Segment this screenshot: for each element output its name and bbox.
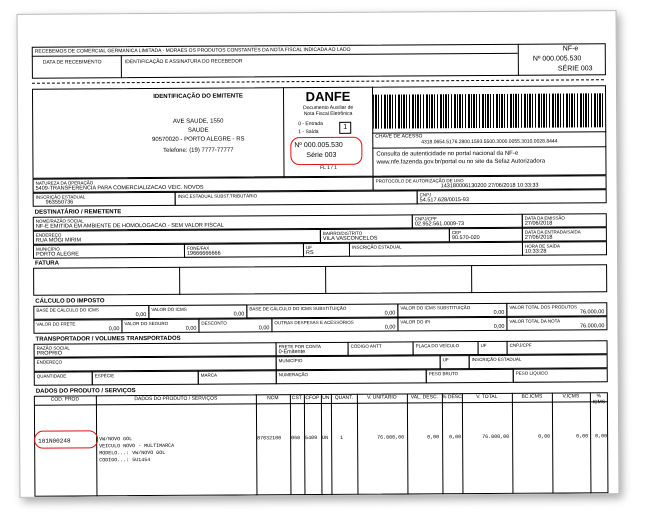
produtos-section: DADOS DO PRODUTO / SERVIÇOS bbox=[35, 388, 136, 395]
dest-emissao-label: DATA DA EMISSÃO bbox=[524, 215, 565, 221]
row-un: UN bbox=[322, 434, 329, 441]
transp-uf2-label: UF bbox=[442, 357, 449, 363]
imposto-desconto-value: 0,00 bbox=[258, 325, 270, 332]
protocolo-cell bbox=[373, 175, 607, 190]
transp-marca-label: MARCA bbox=[200, 372, 218, 378]
cnpj-cell bbox=[417, 189, 607, 204]
danfe-subtitle1: Documento Auxiliar de bbox=[303, 104, 354, 112]
receipt-nfe-label: NF-e bbox=[562, 45, 579, 53]
emitente-line2: SAUDE bbox=[187, 127, 209, 134]
chave-label: CHAVE DE ACESSO bbox=[375, 133, 423, 140]
dest-saida-label: DATA DA ENTRADA/SAÍDA bbox=[524, 229, 581, 235]
col-ncm: NCM bbox=[267, 395, 279, 402]
row-picms: 0,00 bbox=[595, 433, 608, 440]
imposto-bc-icms-value: 0,00 bbox=[135, 312, 147, 319]
col-vicms: V.ICMS bbox=[562, 393, 580, 400]
ie-cell bbox=[33, 192, 176, 207]
dest-bairro-cell bbox=[320, 228, 450, 243]
imposto-ipi-value: 0,00 bbox=[493, 323, 505, 330]
dest-nome-label: NOME/RAZÃO SOCIAL bbox=[35, 218, 84, 224]
danfe-tipo-box: 1 bbox=[339, 122, 351, 134]
dest-municipio-label: MUNICÍPIO bbox=[35, 246, 60, 252]
transp-razao-value: PROPRIO bbox=[36, 350, 62, 357]
transp-quantidade-cell bbox=[34, 371, 93, 385]
transp-especie-cell bbox=[92, 371, 199, 386]
row-vtotal: 76.000,00 bbox=[482, 433, 510, 441]
iest-label: INSC.ESTADUAL SUBST.TRIBUTÁRIO bbox=[177, 193, 258, 199]
danfe-numero: Nº 000.005.530 bbox=[294, 141, 343, 150]
receipt-date-label: DATA DE RECEBIMENTO bbox=[42, 59, 102, 66]
imposto-icms-value: 0,00 bbox=[233, 311, 245, 318]
fatura-box bbox=[33, 264, 607, 296]
imposto-st-cell bbox=[397, 303, 507, 318]
natureza-value: 5409-TRANSFERENCIA PARA COMERCIALIZACAO VEIC. NOVOS bbox=[35, 184, 204, 192]
imposto-frete-cell bbox=[33, 319, 122, 334]
danfe-serie: Série 003 bbox=[306, 151, 337, 160]
transp-frete-label: FRETE POR CONTA bbox=[278, 343, 322, 350]
dest-cnpj-label: CNPJ/CPF bbox=[414, 216, 437, 222]
row-vicms: 0,00 bbox=[576, 433, 589, 440]
danfe-entrada: 0 - Entrada bbox=[298, 120, 323, 128]
row-desc-4: CODIGO...: 5U1454 bbox=[99, 457, 151, 464]
imposto-desconto-label: DESCONTO bbox=[201, 320, 227, 326]
imposto-total-prod-value: 76.000,00 bbox=[579, 309, 605, 316]
dest-cnpj-cell bbox=[412, 214, 523, 229]
dest-emissao-value: 27/06/2018 bbox=[524, 220, 553, 227]
receipt-nfe-number: Nº 000.005.530 bbox=[532, 55, 582, 63]
imposto-st-value: 0,00 bbox=[493, 309, 505, 316]
transp-peso-liquido-label: PESO LÍQUIDO bbox=[515, 370, 549, 376]
fatura-divider-1 bbox=[179, 267, 180, 295]
transp-razao-cell bbox=[34, 342, 277, 357]
row-cod: 101N00248 bbox=[38, 437, 71, 445]
consulta-line1: Consulta de autenticidade no portal nacional da NF-e bbox=[376, 150, 519, 158]
imposto-total-nota-cell bbox=[506, 316, 607, 331]
dest-uf-cell bbox=[303, 243, 350, 257]
dest-municipio-cell bbox=[33, 244, 185, 259]
dest-cep-value: 90.570-020 bbox=[451, 235, 480, 242]
col-quant: QUANT. bbox=[334, 394, 354, 401]
imposto-ipi-label: VALOR DO IPI bbox=[400, 319, 431, 325]
transp-peso-bruto-cell bbox=[426, 369, 514, 384]
dest-uf-label: UF bbox=[305, 245, 312, 251]
ie-label: INSCRIÇÃO ESTADUAL bbox=[35, 194, 86, 200]
row-pdesc: 0,00 bbox=[449, 434, 462, 441]
imposto-seguro-value: 0,00 bbox=[185, 325, 197, 332]
dest-endereco-label: ENDEREÇO bbox=[35, 232, 62, 238]
imposto-bc-st-label: BASE DE CÁLCULO DO ICMS SUBSTITUIÇÃO bbox=[249, 305, 347, 312]
barcode bbox=[373, 93, 605, 128]
imposto-bc-st-value: 0,00 bbox=[384, 310, 396, 317]
transp-endereco-cell bbox=[34, 356, 277, 371]
transp-uf-label: UF bbox=[480, 342, 487, 349]
row-vunit: 76.000,00 bbox=[377, 434, 405, 441]
dest-fone-value: 19666666666 bbox=[186, 250, 221, 257]
col-cst: CST bbox=[291, 395, 302, 402]
row-desc-3: MODELO...: VW/NOVO GOL bbox=[99, 449, 166, 457]
transp-municipio-cell bbox=[276, 355, 441, 370]
danfe-folha: FL 1 / 1 bbox=[320, 164, 337, 171]
protocolo-label: PROTOCOLO DE AUTORIZAÇÃO DE USO bbox=[375, 178, 464, 184]
transp-municipio-label: MUNICÍPIO bbox=[278, 358, 303, 364]
receipt-date-divider bbox=[121, 55, 122, 78]
cnpj-label: CNPJ bbox=[419, 192, 432, 198]
receipt-signature-label: IDENTIFICAÇÃO E ASSINATURA DO RECEBEDOR bbox=[124, 58, 243, 66]
row-vdesc: 0,00 bbox=[427, 434, 440, 441]
col-un: UN bbox=[322, 394, 330, 401]
dest-nome-value: NF-E EMITIDA EM AMBIENTE DE HOMOLOGACAO - SEM VALOR FISCAL bbox=[35, 222, 224, 230]
dest-cnpj-value: 02.952.561.0009-73 bbox=[414, 221, 465, 228]
cut-line bbox=[32, 79, 604, 83]
consulta-line2: www.nfe.fazenda.gov.br/portal ou no site da Sefaz Autorizadora bbox=[376, 158, 546, 166]
row-cfop: 5409 bbox=[305, 435, 318, 442]
imposto-frete-label: VALOR DO FRETE bbox=[36, 321, 76, 327]
col-desc: DADOS DO PRODUTO / SERVIÇOS bbox=[134, 395, 218, 403]
danfe-document bbox=[17, 10, 620, 498]
transp-frete-cell bbox=[276, 342, 349, 356]
col-vunit: V. UNITÁRIO bbox=[367, 394, 397, 401]
emitente-line1: AVE SAUDE, 1550 bbox=[172, 118, 224, 125]
dest-municipio-value: PORTO ALEGRE bbox=[35, 251, 79, 258]
imposto-outras-value: 0,00 bbox=[384, 324, 396, 331]
transp-numeracao-label: NUMERAÇÃO bbox=[278, 372, 309, 378]
dest-uf-value: RS bbox=[305, 250, 314, 257]
imposto-bc-icms-label: BASE DE CÁLCULO DO ICMS bbox=[36, 307, 99, 313]
dest-emissao-cell bbox=[522, 213, 607, 228]
dest-hora-value: 10:33:28 bbox=[524, 248, 547, 255]
dest-hora-cell bbox=[522, 241, 607, 256]
imposto-frete-value: 0,00 bbox=[108, 326, 120, 333]
natureza-label: NATUREZA DA OPERAÇÃO bbox=[35, 180, 94, 186]
transp-razao-label: RAZÃO SOCIAL bbox=[36, 345, 70, 351]
col-pdesc: % DESC bbox=[441, 394, 462, 401]
transp-quantidade-label: QUANTIDADE bbox=[36, 373, 67, 379]
imposto-total-prod-label: VALOR TOTAL DOS PRODUTOS bbox=[509, 304, 578, 310]
transp-marca-cell bbox=[198, 370, 277, 384]
transp-antt-cell bbox=[348, 341, 414, 355]
dest-saida-cell bbox=[522, 227, 607, 242]
dest-ie-label: INSCRIÇÃO ESTADUAL bbox=[351, 244, 402, 250]
row-cst: 060 bbox=[291, 435, 301, 442]
imposto-seguro-label: VALOR DO SEGURO bbox=[124, 320, 169, 327]
imposto-icms-cell bbox=[148, 304, 247, 319]
imposto-bc-icms-cell bbox=[33, 305, 149, 320]
imposto-icms-label: VALOR DO ICMS bbox=[151, 306, 187, 313]
protocolo-value: 143180006130200 27/06/2018 10:33:33 bbox=[440, 182, 539, 190]
transp-numeracao-cell bbox=[276, 369, 427, 384]
dest-bairro-value: VILA VASCONCELOS bbox=[322, 235, 378, 242]
dest-cep-cell bbox=[449, 228, 523, 242]
transp-antt-label: CÓDIGO ANTT bbox=[350, 343, 382, 349]
transp-uf2-cell bbox=[440, 355, 470, 369]
col-cod: COD. PROD bbox=[50, 396, 80, 403]
imposto-bc-st-cell bbox=[246, 304, 398, 319]
dest-endereco-value: RUA MOGI MIRIM bbox=[35, 237, 82, 244]
highlight-numero-serie bbox=[290, 137, 362, 165]
imposto-section: CÁLCULO DO IMPOSTO bbox=[35, 298, 105, 305]
row-bc: 0,00 bbox=[538, 433, 551, 440]
transp-placa-cell bbox=[413, 341, 479, 355]
cnpj-value: 54.517.628/0015-93 bbox=[419, 197, 469, 204]
col-bc: BC.ICMS bbox=[521, 393, 543, 400]
highlight-cod-prod bbox=[34, 430, 98, 448]
destinatario-section: DESTINATÁRIO / REMETENTE bbox=[34, 209, 122, 216]
transp-cnpj-cell bbox=[507, 340, 608, 355]
row-quant: 1 bbox=[340, 434, 344, 441]
transportador-section: TRANSPORTADOR / VOLUMES TRANSPORTADOS bbox=[35, 335, 181, 343]
transp-ie-label: INSCRIÇÃO ESTADUAL bbox=[471, 356, 522, 363]
imposto-desconto-cell bbox=[198, 318, 272, 332]
transp-endereco-label: ENDEREÇO bbox=[36, 359, 63, 365]
dest-ie-cell bbox=[349, 242, 523, 257]
imposto-total-nota-value: 76.000,00 bbox=[579, 323, 605, 330]
transp-uf-cell bbox=[478, 341, 508, 355]
imposto-seguro-cell bbox=[121, 319, 199, 333]
row-ncm: 87032100 bbox=[257, 435, 282, 442]
dest-saida-value: 27/06/2018 bbox=[524, 234, 553, 241]
emitente-phone: Telefone: (19) 7777-77777 bbox=[163, 147, 234, 154]
col-cfop: CFOP bbox=[305, 394, 320, 402]
imposto-ipi-cell bbox=[397, 317, 507, 332]
dest-fone-label: FONE/FAX bbox=[186, 245, 210, 251]
transp-frete-value: 0-Emitente bbox=[278, 349, 306, 356]
transp-ie-cell bbox=[469, 354, 608, 369]
imposto-st-label: VALOR DO ICMS SUBSTITUIÇÃO bbox=[400, 305, 471, 311]
fatura-divider-2 bbox=[325, 266, 326, 294]
imposto-total-nota-label: VALOR TOTAL DA NOTA bbox=[509, 318, 561, 324]
emitente-title: IDENTIFICAÇÃO DO EMITENTE bbox=[153, 93, 243, 101]
dest-cep-label: CEP bbox=[451, 230, 462, 236]
fatura-section: FATURA bbox=[35, 260, 59, 267]
transp-peso-bruto-label: PESO BRUTO bbox=[428, 371, 459, 377]
iest-cell bbox=[175, 190, 418, 205]
danfe-title: DANFE bbox=[305, 88, 351, 105]
row-desc-1: VW/NOVO GOL bbox=[99, 436, 133, 443]
transp-cnpj-label: CNPJ/CPF bbox=[509, 342, 532, 348]
chave-value: 4318.0654.5176.2800.1593.5500.3000.0055.3010.0028.8444 bbox=[421, 138, 558, 146]
row-desc-2: VEICULO NOVO - MULTIMARCA bbox=[99, 442, 175, 450]
col-picms: % ICMS bbox=[592, 393, 606, 406]
danfe-saida: 1 - Saída bbox=[298, 128, 319, 136]
receipt-nfe-serie: SÉRIE 003 bbox=[557, 65, 593, 73]
col-vtotal: V. TOTAL bbox=[476, 393, 498, 401]
receipt-header-text: RECEBEMOS DE COMERCIAL GERMANICA LIMITADA - MORAES OS PRODUTOS CONSTANTES DA NOTA FISCAL INDICADA AO LADO bbox=[34, 46, 351, 55]
imposto-outras-label: OUTRAS DESPESAS E ACESSÓRIOS bbox=[274, 319, 354, 326]
receipt-nfe-divider bbox=[518, 44, 519, 76]
dest-hora-label: HORA DE SAÍDA bbox=[524, 243, 560, 249]
dest-bairro-label: BAIRRO/DISTRITO bbox=[322, 230, 363, 236]
transp-peso-liquido-cell bbox=[513, 368, 608, 383]
col-vdesc: VAL. DESC. bbox=[410, 394, 438, 401]
imposto-total-prod-cell bbox=[506, 302, 607, 317]
dest-fone-cell bbox=[184, 243, 304, 258]
imposto-outras-cell bbox=[271, 318, 398, 333]
emitente-line3: 90570020 - PORTO ALEGRE - RS bbox=[152, 136, 245, 144]
transp-especie-label: ESPÉCIE bbox=[94, 373, 115, 379]
fatura-divider-3 bbox=[471, 265, 472, 293]
ie-value: 963550736 bbox=[45, 199, 74, 206]
danfe-subtitle2: Nota Fiscal Eletrônica bbox=[303, 110, 353, 118]
transp-placa-label: PLACA DO VEÍCULO bbox=[415, 343, 460, 349]
